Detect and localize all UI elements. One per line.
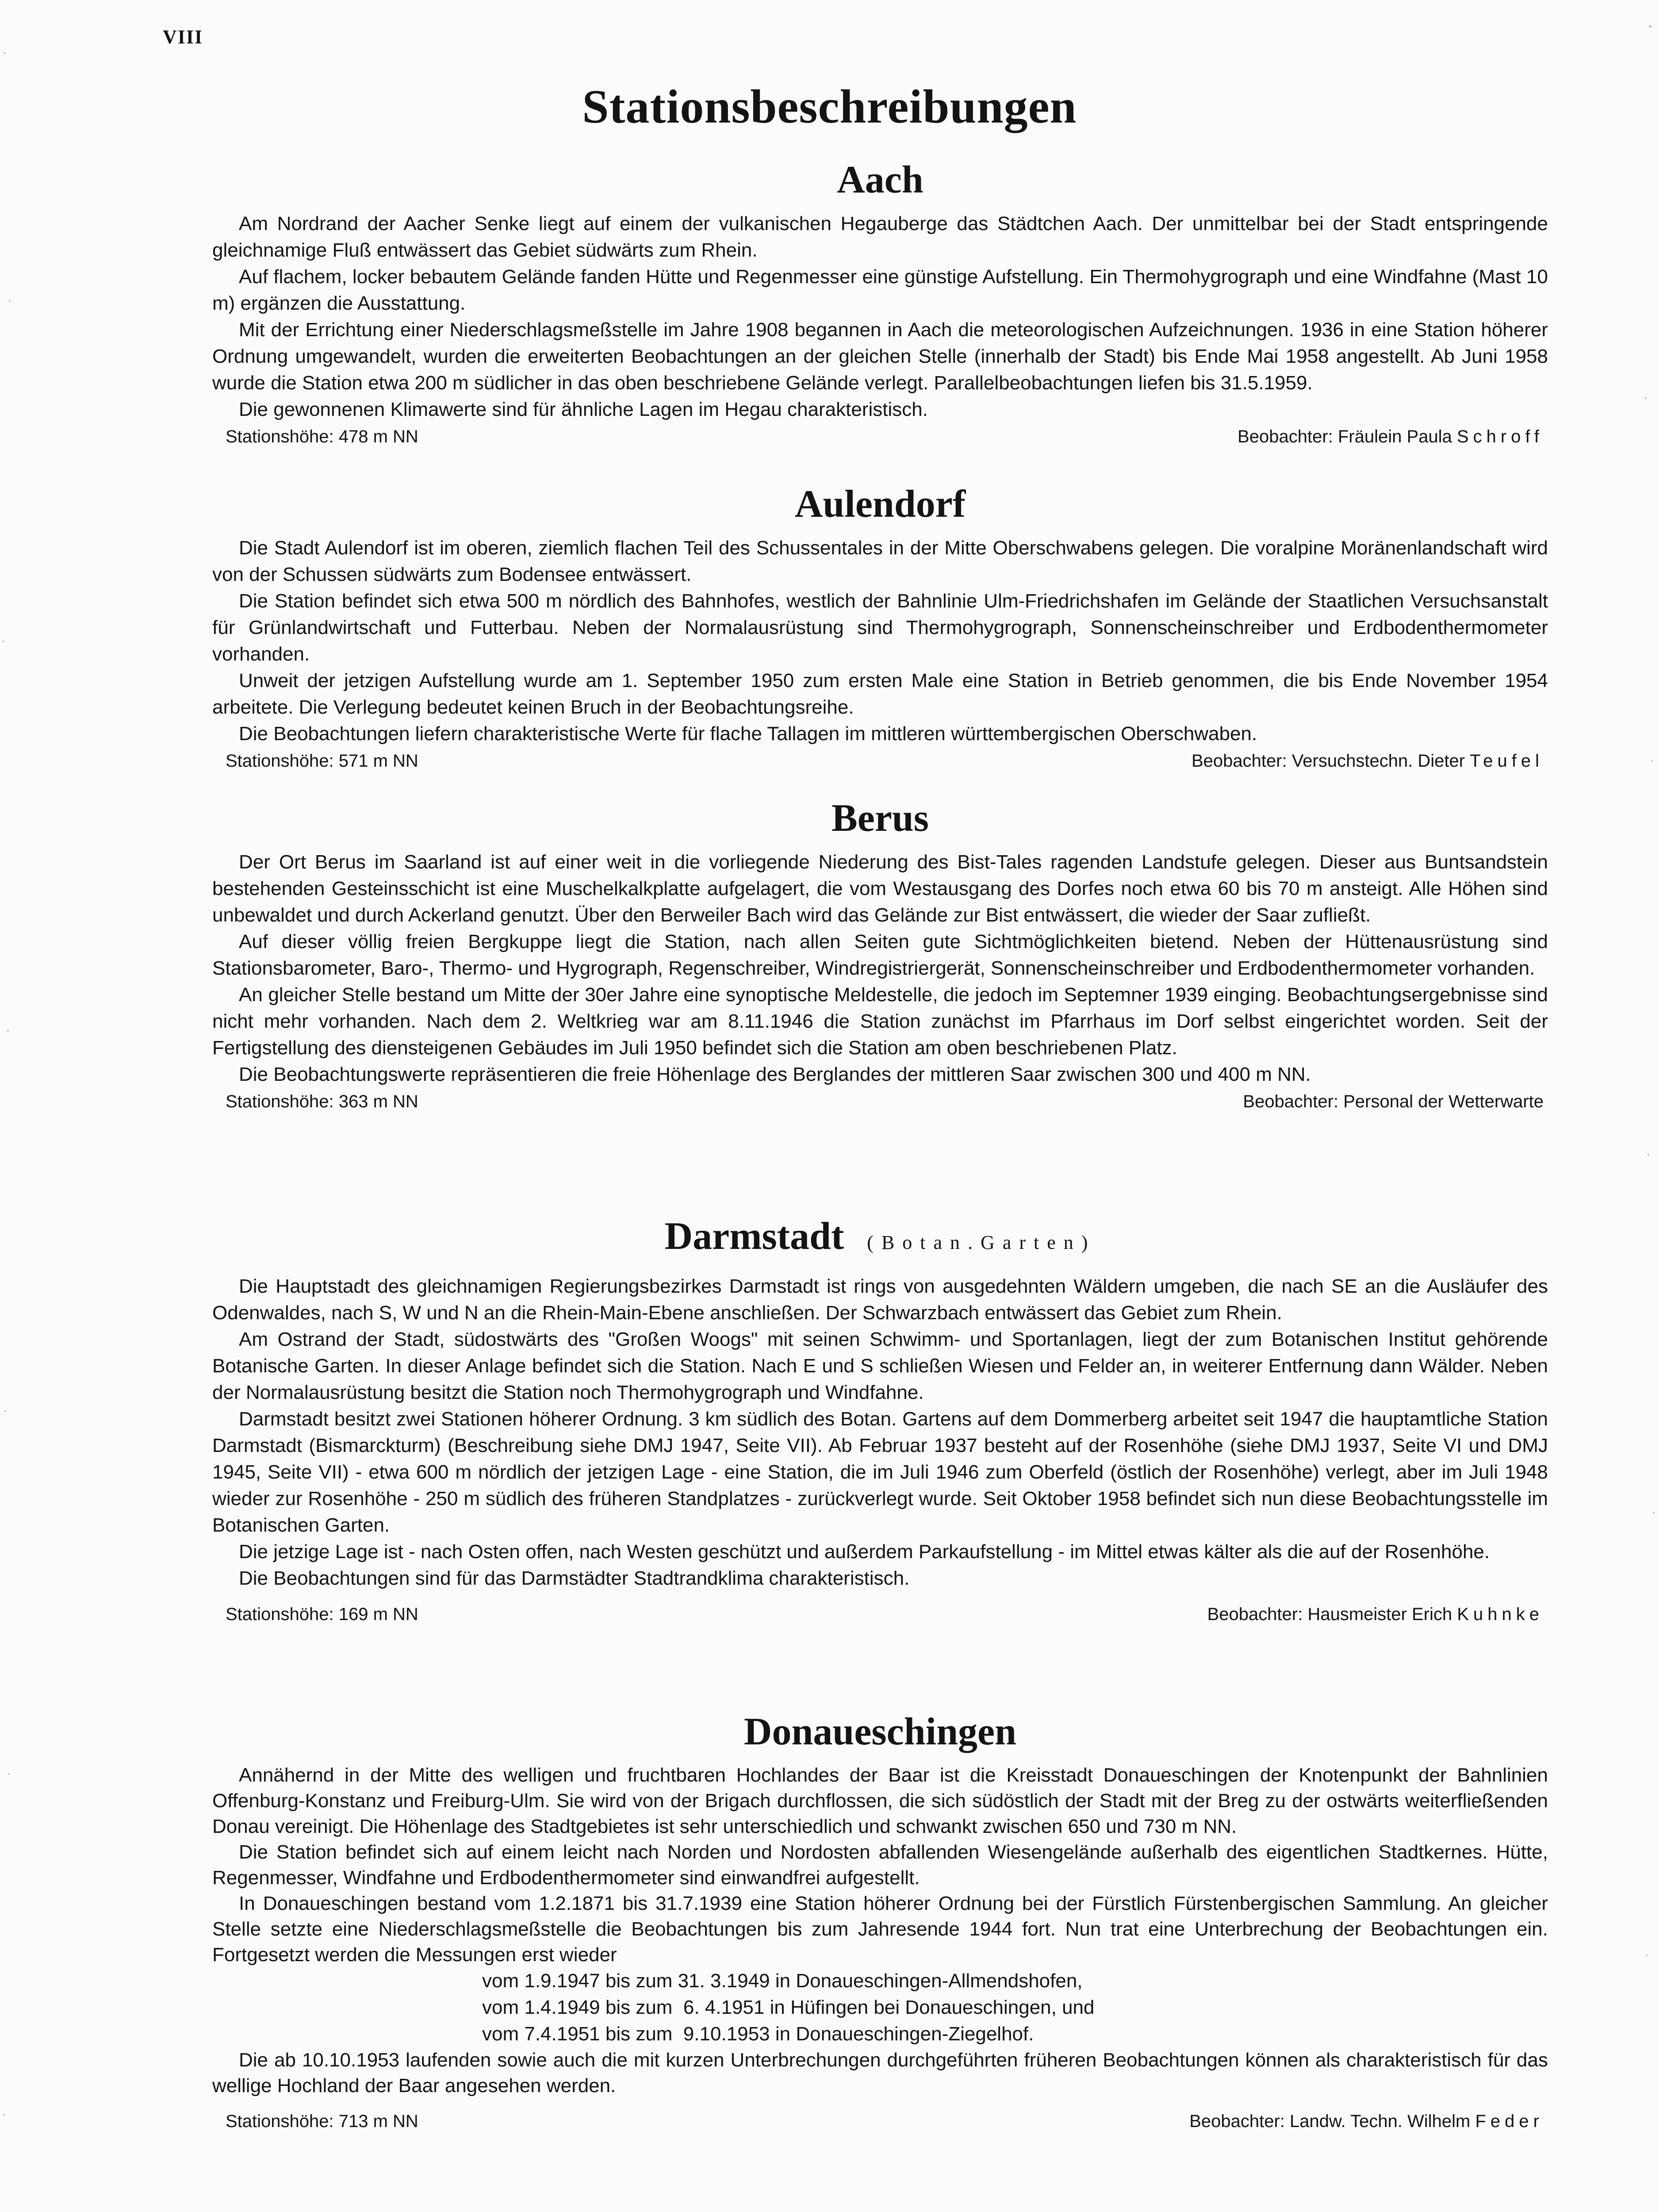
schedule-row: vom 1.4.1949 bis zum 6. 4.1951 in Hüfingen bei Donaueschingen, und <box>482 1997 1095 2018</box>
paragraph: Annähernd in der Mitte des welligen und fruchtbaren Hochlandes der Baar ist die Kreisstadt Donaueschingen der Knotenpunkt der Bahnlinien Offenburg-Konstanz und Freiburg-Ulm. Sie wird von der Brigach durchflossen, die sich südöstlich der Stadt mit der Breg zu der ostwärts weiterfließenden Donau vereinigt. Die Höhenlage des Stadtgebietes ist sehr unterschiedlich und schwankt zwischen 650 und 730 m NN. <box>212 1764 1548 1837</box>
observer-name: Schroff <box>1457 427 1544 446</box>
paragraph: Die Stadt Aulendorf ist im oberen, ziemlich flachen Teil des Schussentales in der Mitte Oberschwabens gelegen. Die voralpine Moränenlandschaft wird von der Schussen südwärts zum Bodensee entwässert. <box>212 537 1548 585</box>
section-title <box>212 480 1548 529</box>
station-footer <box>212 1603 1548 1625</box>
paragraph: In Donaueschingen bestand vom 1.2.1871 bis 31.7.1939 eine Station höherer Ordnung bei der Fürstlich Fürstenbergischen Sammlung. An gleicher Stelle setzte eine Niederschlagsmeßstelle die Beobachtungen bis zum Jahresende 1944 fort. Nun trat eine Unterbrechung der Beobachtungen ein. Fortgesetzt werden die Messungen erst wieder <box>212 1893 1548 1966</box>
paragraph: Auf flachem, locker bebautem Gelände fanden Hütte und Regenmesser eine günstige Aufstellung. Ein Thermohygrograph und eine Windfahne (Mast 10 m) ergänzen die Ausstattung. <box>212 266 1548 314</box>
section-darmstadt <box>212 1212 1548 1625</box>
scan-edge-left <box>0 0 27 2212</box>
section-title-text: Aulendorf <box>794 483 966 526</box>
paragraph: An gleicher Stelle bestand um Mitte der 30er Jahre eine synoptische Meldestelle, die jedoch im Septemner 1939 einging. Beobachtungsergebnisse sind nicht mehr vorhanden. Nach dem 2. Weltkrieg war am 8.11.1946 die Station zunächst im Pfarrhaus im Dorf selbst eingerichtet worden. Seit der Fertigstellung des diensteigenen Gebäudes im Juli 1950 befindet sich die Station am oben beschriebenen Platz. <box>212 984 1548 1059</box>
observer-name: Feder <box>1475 2112 1544 2131</box>
paragraph: Mit der Errichtung einer Niederschlagsmeßstelle im Jahre 1908 begannen in Aach die meteorologischen Aufzeichnungen. 1936 in eine Station höherer Ordnung umgewandelt, wurden die erweiterten Beobachtungen an der gleichen Stelle (innerhalb der Stadt) bis Ende Mai 1958 angestellt. Ab Juni 1958 wurde die Station etwa 200 m südlicher in das oben beschriebene Gelände verlegt. Parallelbeobachtungen liefen bis 31.5.1959. <box>212 319 1548 394</box>
station-height: Stationshöhe: 571 m NN <box>226 751 418 771</box>
station-footer <box>212 1091 1548 1113</box>
section-aach <box>212 156 1548 448</box>
station-height: Stationshöhe: 363 m NN <box>226 1092 418 1111</box>
section-title-text: Berus <box>831 797 929 840</box>
section-title-text: Aach <box>837 158 923 201</box>
section-aulendorf <box>212 480 1548 772</box>
observer <box>1189 2110 1544 2132</box>
observer-name: Teufel <box>1470 751 1544 771</box>
observer <box>1192 750 1544 772</box>
section-title-text: Darmstadt <box>664 1215 844 1258</box>
station-height: Stationshöhe: 169 m NN <box>226 1605 418 1624</box>
observer-prefix: Beobachter: Personal der Wetterwarte <box>1243 1092 1544 1111</box>
paragraph: Die ab 10.10.1953 laufenden sowie auch die mit kurzen Unterbrechungen durchgeführten früheren Beobachtungen können als charakteristisch für das wellige Hochland der Baar angesehen werden. <box>212 2049 1548 2097</box>
observer-prefix: Beobachter: Versuchstechn. Dieter <box>1192 751 1465 771</box>
section-donaueschingen <box>212 1708 1548 2132</box>
observer-prefix: Beobachter: Landw. Techn. Wilhelm <box>1189 2112 1471 2131</box>
observer-prefix: Beobachter: Fräulein Paula <box>1238 427 1452 446</box>
section-title <box>212 794 1548 843</box>
station-height: Stationshöhe: 713 m NN <box>226 2112 418 2131</box>
observer <box>1238 426 1544 448</box>
schedule-row: vom 7.4.1951 bis zum 9.10.1953 in Donaueschingen-Ziegelhof. <box>482 2023 1034 2045</box>
station-footer <box>212 426 1548 448</box>
paragraph: Die gewonnenen Klimawerte sind für ähnliche Lagen im Hegau charakteristisch. <box>239 399 928 420</box>
observer-name: Kuhnke <box>1457 1605 1544 1624</box>
paragraph: Die jetzige Lage ist - nach Osten offen, nach Westen geschützt und außerdem Parkaufstellung - im Mittel etwas kälter als die auf der Rosenhöhe. <box>239 1541 1490 1563</box>
page-title: Stationsbeschreibungen <box>582 81 1077 133</box>
section-berus <box>212 794 1548 1113</box>
schedule-row: vom 1.9.1947 bis zum 31. 3.1949 in Donaueschingen-Allmendshofen, <box>482 1970 1083 1992</box>
station-footer <box>212 2110 1548 2132</box>
paragraph: Die Beobachtungen liefern charakteristische Werte für flache Tallagen im mittleren württembergischen Oberschwaben. <box>239 723 1257 745</box>
station-schedule <box>212 1968 1548 2047</box>
paragraph: Darmstadt besitzt zwei Stationen höherer Ordnung. 3 km südlich des Botan. Gartens auf dem Dommerberg arbeitet seit 1947 die hauptamtliche Station Darmstadt (Bismarckturm) (Beschreibung siehe DMJ 1947, Seite VII). Ab Februar 1937 besteht auf der Rosenhöhe (siehe DMJ 1937, Seite VI und DMJ 1945, Seite VII) - etwa 600 m nördlich der jetzigen Lage - eine Station, die im Juli 1946 zum Oberfeld (östlich der Rosenhöhe) verlegt, aber im Juli 1948 wieder zur Rosenhöhe - 250 m südlich des früheren Standplatzes - zurückverlegt wurde. Seit Oktober 1958 befindet sich nun diese Beobachtungsstelle im Botanischen Garten. <box>212 1408 1548 1536</box>
paragraph: Unweit der jetzigen Aufstellung wurde am 1. September 1950 zum ersten Male eine Station in Betrieb genommen, die bis Ende November 1954 arbeitete. Die Verlegung bedeutet keinen Bruch in der Beobachtungsreihe. <box>212 670 1548 718</box>
section-title <box>212 1708 1548 1756</box>
paragraph: Die Beobachtungswerte repräsentieren die freie Höhenlage des Berglandes der mittleren Saar zwischen 300 und 400 m NN. <box>239 1064 1311 1085</box>
paragraph: Die Station befindet sich auf einem leicht nach Norden und Nordosten abfallenden Wiesengelände außerhalb des eigentlichen Stadtkernes. Hütte, Regenmesser, Windfahne und Erdbodenthermometer sind einwandfrei aufgestellt. <box>212 1841 1548 1889</box>
paragraph: Der Ort Berus im Saarland ist auf einer weit in die vorliegende Niederung des Bist-Tales ragenden Landstufe gelegen. Dieser aus Buntsandstein bestehenden Gesteinsschicht ist eine Muschelkalkplatte aufgelagert, die vom Westausgang des Dorfes noch etwa 60 bis 70 m ansteigt. Alle Höhen sind unbewaldet und durch Ackerland genutzt. Über den Berweiler Bach wird das Gelände zur Bist entwässert, die wieder der Saar zufließt. <box>212 851 1548 926</box>
station-height: Stationshöhe: 478 m NN <box>226 427 418 446</box>
section-title-text: Donaueschingen <box>743 1710 1017 1753</box>
paragraph: Die Hauptstadt des gleichnamigen Regierungsbezirkes Darmstadt ist rings von ausgedehnten Wäldern umgeben, die nach SE an die Ausläufer des Odenwaldes, nach S, W und N an die Rhein-Main-Ebene anschließen. Der Schwarzbach entwässert das Gebiet zum Rhein. <box>212 1275 1548 1324</box>
paragraph: Die Beobachtungen sind für das Darmstädter Stadtrandklima charakteristisch. <box>239 1567 910 1589</box>
section-title <box>212 156 1548 204</box>
paragraph: Am Ostrand der Stadt, südostwärts des "Großen Woogs" mit seinen Schwimm- und Sportanlagen, liegt der zum Botanischen Institut gehörende Botanische Garten. In dieser Anlage befindet sich die Station. Nach E und S schließen Wiesen und Felder an, in weiterer Entfernung dann Wälder. Neben der Normalausrüstung besitzt die Station noch Thermohygrograph und Windfahne. <box>212 1329 1548 1403</box>
section-subtitle: (Botan.Garten) <box>867 1232 1096 1253</box>
page-number: VIII <box>163 26 203 48</box>
observer <box>1243 1091 1544 1113</box>
section-title <box>212 1212 1548 1267</box>
paragraph: Die Station befindet sich etwa 500 m nördlich des Bahnhofes, westlich der Bahnlinie Ulm-Friedrichshafen im Gelände der Staatlichen Versuchsanstalt für Grünlandwirtschaft und Futterbau. Neben der Normalausrüstung sind Thermohygrograph, Sonnenscheinschreiber und Erdbodenthermometer vorhanden. <box>212 590 1548 665</box>
observer <box>1207 1603 1544 1625</box>
paragraph: Auf dieser völlig freien Bergkuppe liegt die Station, nach allen Seiten gute Sichtmöglichkeiten bietend. Neben der Hüttenausrüstung sind Stationsbarometer, Baro-, Thermo- und Hygrograph, Regenschreiber, Windregistriergerät, Sonnenscheinschreiber und Erdbodenthermometer vorhanden. <box>212 931 1548 979</box>
scan-edge-right <box>1632 0 1659 2212</box>
station-footer <box>212 750 1548 772</box>
paragraph: Am Nordrand der Aacher Senke liegt auf einem der vulkanischen Hegauberge das Städtchen Aach. Der unmittelbar bei der Stadt entspringende gleichnamige Fluß entwässert das Gebiet südwärts zum Rhein. <box>212 213 1548 261</box>
observer-prefix: Beobachter: Hausmeister Erich <box>1207 1605 1452 1624</box>
